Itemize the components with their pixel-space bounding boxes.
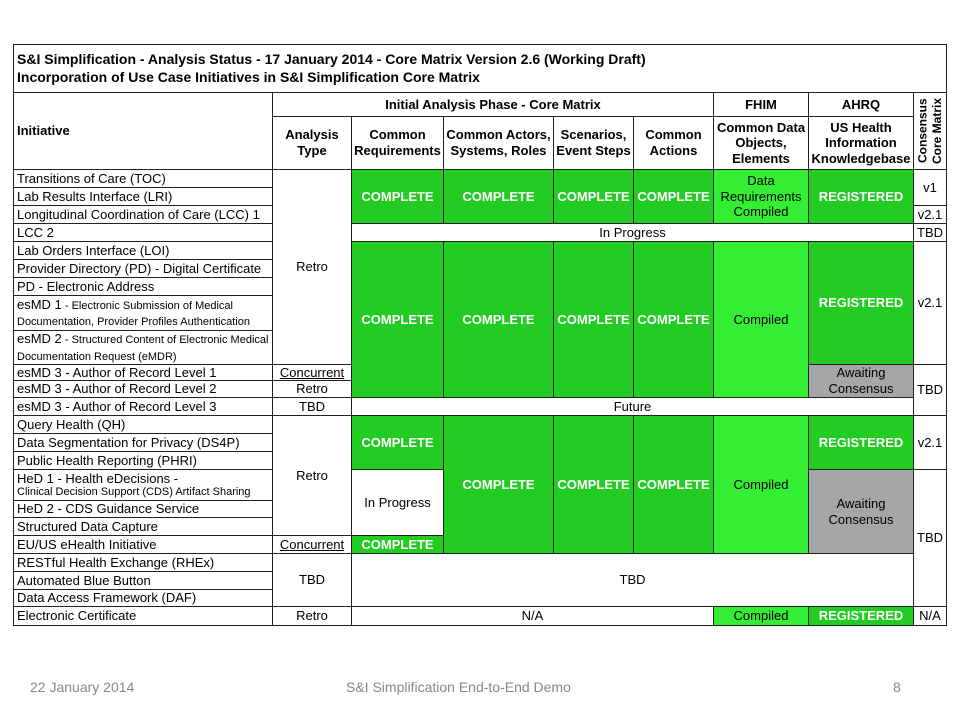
initiative-row-label	[13, 169, 273, 188]
initiative-row-label	[13, 277, 273, 296]
consensus-version: v2.1	[913, 205, 947, 224]
initiative-row-label	[13, 553, 273, 572]
initiative-name: HeD 1 - Health eDecisions -	[17, 470, 179, 486]
initiative-row-label	[13, 589, 273, 607]
footer-date: 22 January 2014	[30, 679, 135, 695]
initiative-row-label	[13, 205, 273, 224]
initiative-name: esMD 3 - Author of Record Level 1	[17, 364, 217, 380]
consensus-version: TBD	[913, 364, 947, 416]
initiative-row-label	[13, 433, 273, 452]
status-complete: COMPLETE	[351, 415, 444, 470]
status-registered: REGISTERED	[808, 169, 914, 224]
initiative-name: esMD 2	[17, 331, 62, 347]
initiative-header: Initiative	[13, 92, 273, 170]
status-complete: COMPLETE	[633, 241, 714, 398]
initiative-name: RESTful Health Exchange (RHEx)	[17, 554, 215, 570]
status-complete: COMPLETE	[553, 415, 634, 554]
status-future: Future	[351, 397, 914, 416]
initiative-name: Automated Blue Button	[17, 572, 151, 588]
status-complete: COMPLETE	[443, 169, 554, 224]
footer-page-number: 8	[893, 679, 901, 695]
scenarios-header: Scenarios, Event Steps	[553, 116, 634, 170]
fhim-header: FHIM	[713, 92, 809, 117]
initiative-name: Electronic Certificate	[17, 608, 137, 624]
analysis-type-retro: Retro	[272, 380, 352, 398]
initiative-row-label	[13, 606, 273, 626]
status-in-progress: In Progress	[351, 223, 914, 242]
initial-analysis-phase-header: Initial Analysis Phase - Core Matrix	[272, 92, 714, 117]
common-data-objects-header: Common Data Objects, Elements	[713, 116, 809, 170]
consensus-core-matrix-header: Consensus Core Matrix	[913, 92, 947, 170]
status-complete: COMPLETE	[443, 241, 554, 398]
initiative-name: Structured Data Capture	[17, 518, 158, 534]
consensus-version: v2.1	[913, 415, 947, 470]
initiative-row-label	[13, 535, 273, 554]
initiative-row-label	[13, 517, 273, 536]
status-complete: COMPLETE	[553, 241, 634, 398]
initiative-name: esMD 3 - Author of Record Level 3	[17, 398, 217, 414]
title-line: S&I Simplification - Analysis Status - 17 January 2014 - Core Matrix Version 2.6 (Working Draft)	[17, 51, 646, 67]
status-complete: COMPLETE	[633, 169, 714, 224]
status-data-requirements-compiled: Data Requirements Compiled	[713, 169, 809, 224]
initiative-row-label	[13, 330, 273, 365]
status-complete: COMPLETE	[553, 169, 634, 224]
initiative-row-label	[13, 451, 273, 470]
initiative-row-label	[13, 469, 273, 501]
initiative-row-label	[13, 259, 273, 278]
initiative-name: Transitions of Care (TOC)	[17, 170, 166, 186]
status-in-progress: In Progress	[351, 469, 444, 536]
status-awaiting-consensus: Awaiting Consensus	[808, 364, 914, 398]
status-complete: COMPLETE	[351, 535, 444, 554]
initiative-name: Data Segmentation for Privacy (DS4P)	[17, 434, 240, 450]
common-actors-header: Common Actors, Systems, Roles	[443, 116, 554, 170]
analysis-type-retro: Retro	[272, 169, 352, 365]
us-health-info-header: US Health Information Knowledgebase	[808, 116, 914, 170]
analysis-type-header: Analysis Type	[272, 116, 352, 170]
status-registered: REGISTERED	[808, 606, 914, 626]
initiative-name: esMD 1	[17, 296, 62, 312]
analysis-type-retro: Retro	[272, 606, 352, 626]
initiative-row-label	[13, 415, 273, 434]
status-complete: COMPLETE	[351, 169, 444, 224]
initiative-row-label	[13, 295, 273, 331]
analysis-type-tbd: TBD	[272, 553, 352, 607]
status-na: N/A	[351, 606, 714, 626]
initiative-name: Lab Orders Interface (LOI)	[17, 242, 170, 258]
initiative-row-label	[13, 380, 273, 398]
analysis-type-concurrent: Concurrent	[272, 364, 352, 381]
initiative-name: Lab Results Interface (LRI)	[17, 188, 173, 204]
status-registered: REGISTERED	[808, 241, 914, 365]
status-compiled: Compiled	[713, 241, 809, 398]
initiative-row-label	[13, 364, 273, 381]
analysis-type-retro: Retro	[272, 415, 352, 536]
consensus-version: v2.1	[913, 241, 947, 365]
initiative-name: EU/US eHealth Initiative	[17, 536, 157, 552]
initiative-name: PD - Electronic Address	[17, 278, 155, 294]
initiative-row-label	[13, 223, 273, 242]
initiative-name: Data Access Framework (DAF)	[17, 590, 197, 606]
status-registered: REGISTERED	[808, 415, 914, 470]
status-complete: COMPLETE	[443, 415, 554, 554]
table-title	[13, 44, 947, 93]
consensus-version: N/A	[913, 606, 947, 626]
initiative-row-label	[13, 500, 273, 518]
status-complete: COMPLETE	[633, 415, 714, 554]
consensus-version: TBD	[913, 223, 947, 242]
initiative-row-label	[13, 187, 273, 206]
footer-title: S&I Simplification End-to-End Demo	[346, 679, 571, 695]
consensus-version: v1	[913, 169, 947, 206]
status-awaiting-consensus: Awaiting Consensus	[808, 469, 914, 554]
initiative-subtitle: - Structured Content of Electronic Medical Documentation Request (eMDR)	[17, 334, 269, 363]
initiative-name: HeD 2 - CDS Guidance Service	[17, 501, 200, 517]
initiative-name: Provider Directory (PD) - Digital Certificate	[17, 260, 262, 276]
analysis-type-tbd: TBD	[272, 397, 352, 416]
status-compiled: Compiled	[713, 415, 809, 554]
initiative-row-label	[13, 571, 273, 590]
initiative-name: esMD 3 - Author of Record Level 2	[17, 381, 217, 397]
analysis-type-concurrent: Concurrent	[272, 535, 352, 554]
initiative-name: LCC 2	[17, 224, 54, 240]
initiative-name: Public Health Reporting (PHRI)	[17, 452, 197, 468]
initiative-subtitle: - Electronic Submission of Medical Documentation, Provider Profiles Authentication	[17, 299, 250, 328]
initiative-row-label	[13, 397, 273, 416]
ahrq-header: AHRQ	[808, 92, 914, 117]
initiative-name: Query Health (QH)	[17, 416, 126, 432]
status-compiled: Compiled	[713, 606, 809, 626]
common-actions-header: Common Actions	[633, 116, 714, 170]
initiative-row-label	[13, 241, 273, 260]
status-tbd: TBD	[351, 553, 914, 607]
status-complete: COMPLETE	[351, 241, 444, 398]
common-requirements-header: Common Requirements	[351, 116, 444, 170]
consensus-version: TBD	[913, 469, 947, 607]
title-line: Incorporation of Use Case Initiatives in S&I Simplification Core Matrix	[17, 68, 480, 85]
initiative-name: Longitudinal Coordination of Care (LCC) 1	[17, 206, 260, 222]
initiative-subtitle: Clinical Decision Support (CDS) Artifact Sharing	[17, 486, 251, 499]
